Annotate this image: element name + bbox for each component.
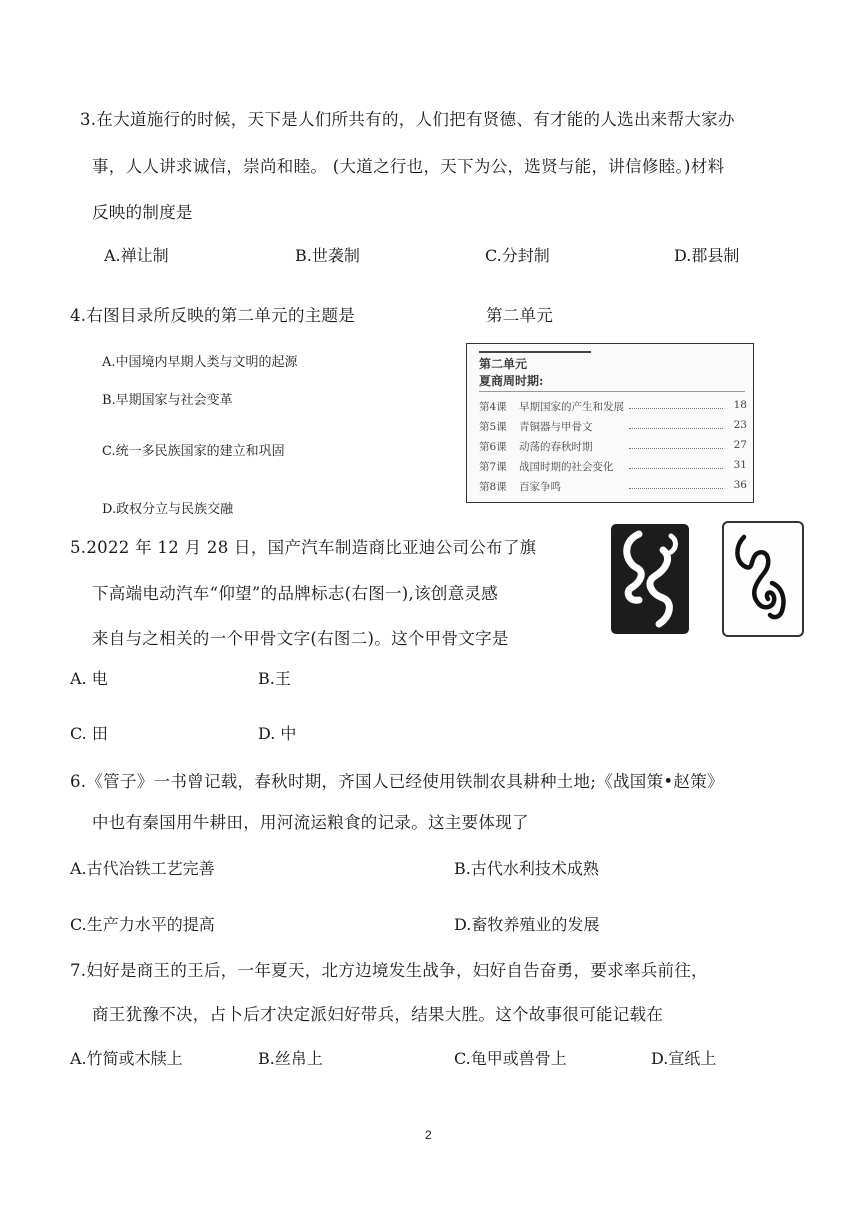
toc-row [479, 399, 747, 419]
q4-stem: 4.右图目录所反映的第二单元的主题是 [70, 306, 356, 325]
toc-page-number: 18 [733, 399, 747, 411]
q6-option-d: D.畜牧养殖业的发展 [454, 915, 600, 934]
toc-leader-dots [629, 408, 723, 409]
q4-option-b: B.早期国家与社会变革 [102, 393, 233, 408]
q6-stem-line-1: 6.《管子》一书曾记载，春秋时期，齐国人已经使用铁制农具耕种土地;《战国策•赵策》 [70, 772, 724, 791]
q7-option-a: A.竹简或木牍上 [70, 1049, 183, 1068]
q3-option-d: D.郡县制 [674, 246, 740, 265]
q7-option-c: C.龟甲或兽骨上 [454, 1049, 567, 1068]
q3-stem-line-3: 反映的制度是 [92, 203, 193, 222]
toc-leader-dots [629, 448, 723, 449]
q5-stem-line-3: 来自与之相关的一个甲骨文字(右图二)。这个甲骨文字是 [92, 629, 509, 648]
q4-option-a: A.中国境内早期人类与文明的起源 [102, 355, 298, 370]
q3-stem-line-2: 事，人人讲求诚信，崇尚和睦。 (大道之行也，天下为公，选贤与能，讲信修睦。)材料 [92, 157, 725, 176]
q6-stem-line-2: 中也有秦国用牛耕田，用河流运粮食的记录。这主要体现了 [92, 813, 529, 832]
toc-lesson-title: 动荡的春秋时期 [519, 441, 593, 453]
toc-lesson-title: 早期国家的产生和发展 [519, 401, 624, 413]
toc-page-number: 31 [733, 459, 747, 471]
oracle-glyph-icon [724, 523, 798, 631]
q6-option-c: C.生产力水平的提高 [70, 915, 215, 934]
toc-lesson-number: 第5课 [479, 421, 507, 433]
oracle-bone-character-figure [722, 521, 804, 637]
q5-option-b: B.王 [258, 669, 291, 688]
q7-option-b: B.丝帛上 [258, 1049, 323, 1068]
toc-lesson-number: 第7课 [479, 461, 507, 473]
toc-unit-title: 第二单元 [479, 357, 528, 371]
toc-lesson-number: 第8课 [479, 481, 507, 493]
toc-page-number: 27 [733, 439, 747, 451]
toc-leader-dots [629, 488, 723, 489]
q7-stem-line-2: 商王犹豫不决，占卜后才决定派妇好带兵，结果大胜。这个故事很可能记载在 [92, 1005, 664, 1024]
q3-option-a: A.禅让制 [104, 246, 169, 265]
toc-lesson-number: 第4课 [479, 401, 507, 413]
q4-option-d: D.政权分立与民族交融 [102, 502, 234, 517]
table-of-contents-figure [466, 343, 754, 503]
logo-glyph-icon [611, 524, 689, 634]
q5-stem-line-2: 下高端电动汽车“仰望”的品牌标志(右图一),该创意灵感 [92, 584, 499, 603]
q5-option-c: C. 田 [70, 724, 108, 743]
toc-row [479, 419, 747, 439]
toc-lesson-title: 青铜器与甲骨文 [519, 421, 593, 433]
toc-lesson-number: 第6课 [479, 441, 507, 453]
page-number: 2 [425, 1128, 432, 1142]
q4-option-c: C.统一多民族国家的建立和巩固 [102, 444, 285, 459]
q3-option-c: C.分封制 [485, 246, 550, 265]
yangwang-brand-logo-figure [611, 524, 689, 634]
toc-row [479, 459, 747, 479]
q5-option-d: D. 中 [258, 724, 297, 743]
toc-page-number: 36 [733, 479, 747, 491]
q6-option-a: A.古代冶铁工艺完善 [70, 859, 215, 878]
q5-option-a: A. 电 [70, 669, 108, 688]
q4-figure-caption: 第二单元 [486, 306, 554, 325]
toc-leader-dots [629, 428, 723, 429]
toc-top-rule [479, 351, 591, 353]
toc-leader-dots [629, 468, 723, 469]
q7-option-d: D.宣纸上 [651, 1049, 717, 1068]
toc-row [479, 439, 747, 459]
toc-divider [479, 391, 745, 392]
q3-stem-line-1: 3.在大道施行的时候，天下是人们所共有的，人们把有贤德、有才能的人选出来帮大家办 [80, 110, 735, 129]
toc-era-title: 夏商周时期: [479, 374, 544, 388]
q7-stem-line-1: 7.妇好是商王的王后，一年夏天，北方边境发生战争，妇好自告奋勇，要求率兵前往， [70, 961, 708, 980]
toc-page-number: 23 [733, 419, 747, 431]
toc-lesson-title: 百家争鸣 [519, 481, 561, 493]
q6-option-b: B.古代水利技术成熟 [454, 859, 599, 878]
q5-stem-line-1: 5.2022 年 12 月 28 日，国产汽车制造商比亚迪公司公布了旗 [70, 538, 537, 557]
toc-lesson-title: 战国时期的社会变化 [519, 461, 614, 473]
toc-row [479, 479, 747, 499]
q3-option-b: B.世袭制 [295, 246, 360, 265]
